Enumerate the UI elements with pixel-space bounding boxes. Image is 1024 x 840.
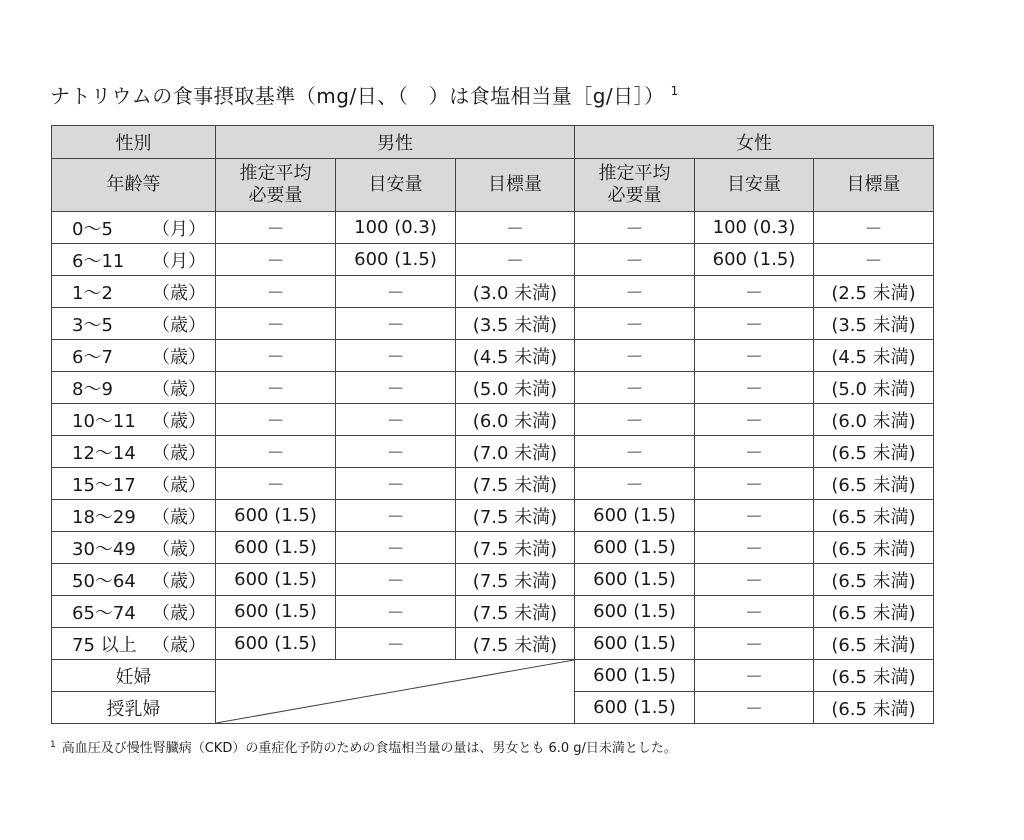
value-cell-m-ai: － <box>336 500 456 532</box>
value-cell-m-dg: (7.0 未満) <box>456 436 575 468</box>
value-cell-f-dg: (6.5 未満) <box>814 532 934 564</box>
special-group-label: 授乳婦 <box>52 692 216 724</box>
value-cell-m-dg: (7.5 未満) <box>456 532 575 564</box>
value-cell-m-dg: (3.0 未満) <box>456 276 575 308</box>
age-unit: （歳） <box>152 282 206 304</box>
value-cell-f-ear: 600 (1.5) <box>575 660 695 692</box>
value-cell-f-ear: 600 (1.5) <box>575 500 695 532</box>
value-cell-f-dg: (6.5 未満) <box>814 596 934 628</box>
age-cell <box>52 596 216 628</box>
table-row <box>52 660 934 692</box>
value-cell-f-dg: (6.0 未満) <box>814 404 934 436</box>
age-range: 30～49 <box>72 538 136 560</box>
age-unit: （歳） <box>152 314 206 336</box>
header-row-metrics <box>52 159 934 212</box>
age-range: 3～5 <box>72 314 113 336</box>
value-cell-f-ai: － <box>695 468 814 500</box>
value-cell-m-dg: (7.5 未満) <box>456 628 575 660</box>
age-cell <box>52 404 216 436</box>
value-cell-m-dg: (7.5 未満) <box>456 500 575 532</box>
age-range: 15～17 <box>72 474 136 496</box>
table-row <box>52 436 934 468</box>
table-row <box>52 308 934 340</box>
value-cell-f-dg: (3.5 未満) <box>814 308 934 340</box>
value-cell-f-dg: (6.5 未満) <box>814 692 934 724</box>
value-cell-f-ai: － <box>695 692 814 724</box>
value-cell-m-ear: － <box>216 404 336 436</box>
value-cell-f-ai: － <box>695 596 814 628</box>
value-cell-f-ai: 600 (1.5) <box>695 244 814 276</box>
value-cell-f-ai: － <box>695 340 814 372</box>
age-unit: （歳） <box>152 538 206 560</box>
value-cell-f-dg: (6.5 未満) <box>814 564 934 596</box>
value-cell-f-ai: － <box>695 628 814 660</box>
special-group-label: 妊婦 <box>52 660 216 692</box>
age-unit: （月） <box>152 250 206 272</box>
value-cell-f-ear: － <box>575 436 695 468</box>
value-cell-f-ear: － <box>575 308 695 340</box>
header-female-ai: 目安量 <box>695 159 814 212</box>
header-female-dg: 目標量 <box>814 159 934 212</box>
value-cell-f-ai: － <box>695 404 814 436</box>
value-cell-m-ai: 100 (0.3) <box>336 212 456 244</box>
value-cell-m-ear: － <box>216 244 336 276</box>
diagonal-slash <box>216 660 574 723</box>
age-range: 18～29 <box>72 506 136 528</box>
value-cell-m-ear: － <box>216 372 336 404</box>
value-cell-m-ear: 600 (1.5) <box>216 628 336 660</box>
value-cell-m-dg: (5.0 未満) <box>456 372 575 404</box>
value-cell-m-ai: － <box>336 340 456 372</box>
age-range: 6～7 <box>72 346 113 368</box>
age-unit: （歳） <box>152 442 206 464</box>
title-footnote-mark: 1 <box>670 84 679 98</box>
table-row <box>52 340 934 372</box>
value-cell-f-dg: － <box>814 212 934 244</box>
header-row-sex <box>52 126 934 159</box>
table-row <box>52 244 934 276</box>
value-cell-f-ear: － <box>575 276 695 308</box>
table-row <box>52 404 934 436</box>
value-cell-m-dg: (3.5 未満) <box>456 308 575 340</box>
age-range: 0～5 <box>72 218 113 240</box>
value-cell-f-ai: 100 (0.3) <box>695 212 814 244</box>
header-male: 男性 <box>216 126 575 159</box>
table-row <box>52 564 934 596</box>
value-cell-f-ear: － <box>575 244 695 276</box>
value-cell-m-dg: (7.5 未満) <box>456 564 575 596</box>
value-cell-m-ear: － <box>216 436 336 468</box>
table-row <box>52 212 934 244</box>
value-cell-m-ai: － <box>336 308 456 340</box>
age-range: 8～9 <box>72 378 113 400</box>
age-cell <box>52 628 216 660</box>
value-cell-m-dg: － <box>456 212 575 244</box>
value-cell-m-ear: － <box>216 276 336 308</box>
age-cell <box>52 340 216 372</box>
footnote-text: 高血圧及び慢性腎臓病（CKD）の重症化予防のための食塩相当量の量は、男女とも 6.0 g/日未満とした。 <box>61 741 677 756</box>
value-cell-f-ai: － <box>695 276 814 308</box>
value-cell-f-dg: － <box>814 244 934 276</box>
value-cell-f-dg: (6.5 未満) <box>814 500 934 532</box>
age-cell <box>52 500 216 532</box>
value-cell-m-ear: 600 (1.5) <box>216 596 336 628</box>
age-cell <box>52 468 216 500</box>
footnote-mark: 1 <box>50 740 56 750</box>
value-cell-f-ear: － <box>575 404 695 436</box>
header-ear-line2: 必要量 <box>607 185 662 206</box>
header-ear-line1: 推定平均 <box>598 163 671 184</box>
value-cell-m-ai: － <box>336 564 456 596</box>
header-female: 女性 <box>575 126 934 159</box>
header-male-ai: 目安量 <box>336 159 456 212</box>
table-row <box>52 532 934 564</box>
age-cell <box>52 436 216 468</box>
header-male-dg: 目標量 <box>456 159 575 212</box>
header-ear-line1: 推定平均 <box>239 163 312 184</box>
age-range: 10～11 <box>72 410 136 432</box>
value-cell-m-ear: 600 (1.5) <box>216 564 336 596</box>
value-cell-f-dg: (6.5 未満) <box>814 660 934 692</box>
value-cell-m-ai: 600 (1.5) <box>336 244 456 276</box>
value-cell-m-ai: － <box>336 628 456 660</box>
value-cell-m-ai: － <box>336 372 456 404</box>
value-cell-m-ear: － <box>216 308 336 340</box>
age-unit: （月） <box>152 218 206 240</box>
value-cell-m-ear: － <box>216 468 336 500</box>
value-cell-f-dg: (2.5 未満) <box>814 276 934 308</box>
value-cell-m-ear: － <box>216 212 336 244</box>
value-cell-f-ai: － <box>695 308 814 340</box>
age-cell <box>52 532 216 564</box>
age-range: 65～74 <box>72 602 136 624</box>
value-cell-m-ear: 600 (1.5) <box>216 500 336 532</box>
value-cell-f-ai: － <box>695 500 814 532</box>
value-cell-f-ear: 600 (1.5) <box>575 596 695 628</box>
value-cell-f-ear: 600 (1.5) <box>575 628 695 660</box>
value-cell-f-ear: － <box>575 212 695 244</box>
value-cell-m-ai: － <box>336 436 456 468</box>
age-unit: （歳） <box>152 506 206 528</box>
value-cell-m-ear: － <box>216 340 336 372</box>
age-unit: （歳） <box>152 474 206 496</box>
value-cell-m-ai: － <box>336 276 456 308</box>
age-range: 75 以上 <box>72 634 137 656</box>
value-cell-f-ai: － <box>695 372 814 404</box>
age-range: 12～14 <box>72 442 136 464</box>
table-row <box>52 468 934 500</box>
value-cell-f-ear: 600 (1.5) <box>575 692 695 724</box>
page-title <box>50 80 679 109</box>
age-unit: （歳） <box>152 410 206 432</box>
header-ear-line2: 必要量 <box>248 185 303 206</box>
value-cell-f-ear: 600 (1.5) <box>575 532 695 564</box>
not-applicable-cell <box>216 660 575 724</box>
value-cell-m-ai: － <box>336 532 456 564</box>
age-cell <box>52 276 216 308</box>
value-cell-m-dg: (7.5 未満) <box>456 468 575 500</box>
age-cell <box>52 372 216 404</box>
header-age-label: 年齢等 <box>52 159 216 212</box>
value-cell-f-ear: － <box>575 372 695 404</box>
value-cell-m-dg: (7.5 未満) <box>456 596 575 628</box>
age-cell <box>52 308 216 340</box>
value-cell-f-dg: (6.5 未満) <box>814 468 934 500</box>
age-cell <box>52 564 216 596</box>
value-cell-m-ear: 600 (1.5) <box>216 532 336 564</box>
value-cell-f-ai: － <box>695 660 814 692</box>
header-sex-label: 性別 <box>52 126 216 159</box>
value-cell-f-dg: (6.5 未満) <box>814 628 934 660</box>
header-female-ear <box>575 159 695 212</box>
age-unit: （歳） <box>152 634 206 656</box>
value-cell-m-ai: － <box>336 468 456 500</box>
age-unit: （歳） <box>152 602 206 624</box>
value-cell-f-dg: (5.0 未満) <box>814 372 934 404</box>
value-cell-m-dg: (4.5 未満) <box>456 340 575 372</box>
value-cell-m-dg: － <box>456 244 575 276</box>
value-cell-f-dg: (6.5 未満) <box>814 436 934 468</box>
table-row <box>52 372 934 404</box>
age-unit: （歳） <box>152 570 206 592</box>
value-cell-f-ear: 600 (1.5) <box>575 564 695 596</box>
value-cell-f-ai: － <box>695 532 814 564</box>
title-text: ナトリウムの食事摂取基準（mg/日、（ ）は食塩相当量［g/日］） <box>50 84 665 108</box>
value-cell-m-dg: (6.0 未満) <box>456 404 575 436</box>
table-row <box>52 596 934 628</box>
table-row <box>52 500 934 532</box>
age-range: 50～64 <box>72 570 136 592</box>
value-cell-f-ear: － <box>575 340 695 372</box>
age-unit: （歳） <box>152 346 206 368</box>
value-cell-f-ai: － <box>695 436 814 468</box>
header-male-ear <box>216 159 336 212</box>
age-unit: （歳） <box>152 378 206 400</box>
age-cell <box>52 244 216 276</box>
age-cell <box>52 212 216 244</box>
table-row <box>52 628 934 660</box>
footnote <box>50 737 677 756</box>
table-row <box>52 276 934 308</box>
age-range: 6～11 <box>72 250 125 272</box>
value-cell-f-dg: (4.5 未満) <box>814 340 934 372</box>
sodium-intake-table <box>51 125 934 724</box>
age-range: 1～2 <box>72 282 113 304</box>
value-cell-f-ai: － <box>695 564 814 596</box>
value-cell-f-ear: － <box>575 468 695 500</box>
value-cell-m-ai: － <box>336 596 456 628</box>
value-cell-m-ai: － <box>336 404 456 436</box>
